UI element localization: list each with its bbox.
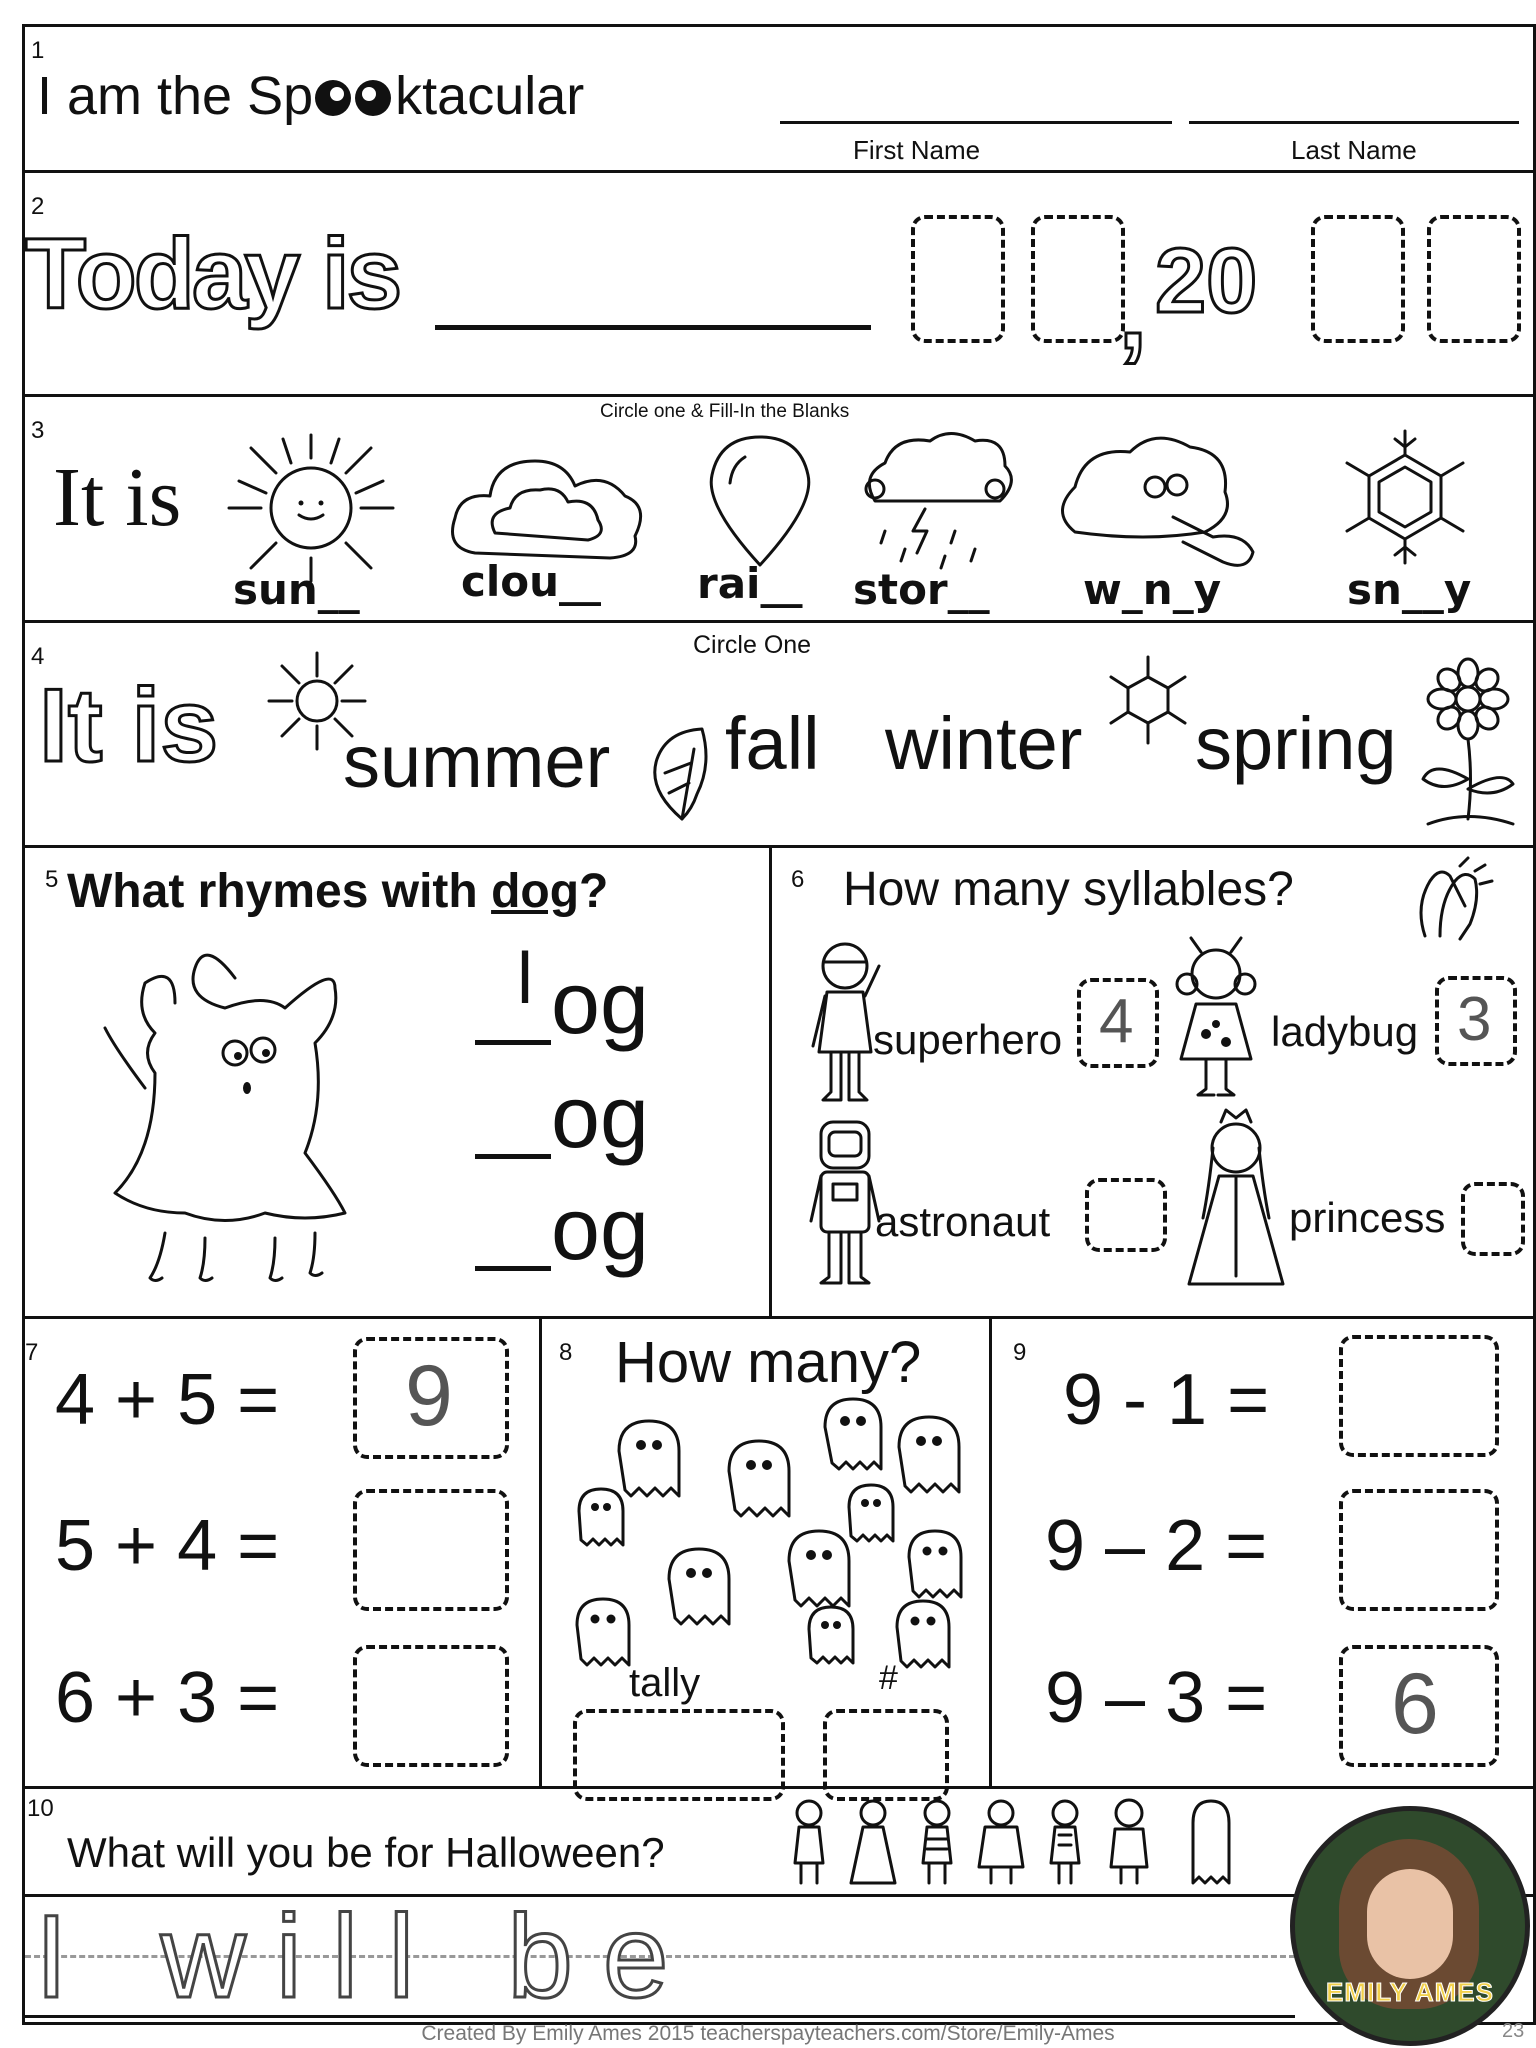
- eyes-icon: [313, 78, 395, 118]
- first-name-line[interactable]: [780, 121, 1172, 124]
- number-box[interactable]: [823, 1709, 949, 1801]
- weather-word-sunny: sun__: [233, 565, 360, 614]
- comma: ,: [1119, 258, 1147, 370]
- subtraction-eq-3: 9 – 3 =: [1045, 1658, 1268, 1738]
- section-row-math: [25, 1319, 1533, 1789]
- raindrop-icon[interactable]: [705, 433, 815, 573]
- ghost-icon: [899, 1417, 959, 1492]
- ghost-icon: [669, 1549, 729, 1624]
- clapping-hands-icon: [1405, 856, 1495, 946]
- ghost-icon: [789, 1531, 849, 1606]
- addition-eq-1: 4 + 5 =: [55, 1360, 280, 1440]
- year-box-2[interactable]: [1427, 215, 1521, 343]
- subtraction-eq-1: 9 - 1 =: [1063, 1360, 1270, 1440]
- syllable-word-ladybug: ladybug: [1271, 1008, 1419, 1055]
- halloween-question: What will you be for Halloween?: [67, 1829, 665, 1876]
- section-number: 2: [31, 193, 45, 220]
- section-number: 7: [25, 1339, 39, 1366]
- section-number: 6: [791, 866, 805, 893]
- addition-eq-3: 6 + 3 =: [55, 1658, 280, 1738]
- season-winter[interactable]: winter: [885, 702, 1083, 785]
- addition-answer-box-2[interactable]: [353, 1489, 509, 1611]
- subtraction-answer-box-1[interactable]: [1339, 1335, 1499, 1457]
- winter-snowflake-icon: [1103, 655, 1193, 745]
- rhyme-blank-2[interactable]: [475, 1154, 551, 1159]
- ghost-icon: [809, 1607, 853, 1663]
- syllable-word-astronaut: astronaut: [875, 1198, 1051, 1245]
- ladybug-girl-icon: [1171, 934, 1261, 1104]
- rhyme-suffix-3: og: [551, 1179, 649, 1278]
- section-row-rhyme-syllables: [25, 848, 1533, 1319]
- season-spring[interactable]: spring: [1195, 702, 1397, 785]
- season-summer[interactable]: summer: [343, 720, 611, 803]
- footer-credit: Created By Emily Ames 2015 teacherspayteachers.com/Store/Emily-Ames: [421, 2022, 1115, 2045]
- number-label: #: [879, 1659, 898, 1697]
- page-number: 23: [1502, 2020, 1525, 2042]
- sun-icon[interactable]: [221, 433, 401, 583]
- storm-cloud-icon[interactable]: [855, 431, 1015, 581]
- weather-word-windy: w_n_y: [1083, 565, 1222, 614]
- section-number: 9: [1013, 1339, 1027, 1366]
- section-date: [25, 173, 1533, 397]
- subtraction-answer-box-2[interactable]: [1339, 1489, 1499, 1611]
- ghosts-group: [559, 1411, 979, 1671]
- syllable-answer-superhero: 4: [1099, 987, 1134, 1056]
- author-badge: [1290, 1806, 1530, 2046]
- princess-icon: [1181, 1104, 1291, 1294]
- syllables-title: How many syllables?: [843, 863, 1294, 916]
- astronaut-icon: [805, 1114, 885, 1294]
- addition-answer-1: 9: [405, 1348, 453, 1444]
- addition-eq-2: 5 + 4 =: [55, 1506, 280, 1586]
- weather-instruction: Circle one & Fill-In the Blanks: [600, 401, 850, 422]
- last-name-line[interactable]: [1189, 121, 1519, 124]
- weather-word-stormy: stor__: [853, 565, 990, 614]
- day-name-line[interactable]: [435, 325, 871, 330]
- section-number: 1: [31, 37, 45, 64]
- weather-word-rainy: rai__: [697, 559, 803, 608]
- rhyme-blank-1[interactable]: [475, 1040, 551, 1045]
- snowflake-icon[interactable]: [1335, 427, 1475, 567]
- ghost-icon: [579, 1489, 623, 1545]
- ghost-icon: [897, 1601, 949, 1667]
- rhyme-suffix-1: og: [551, 953, 649, 1052]
- section-number: 10: [27, 1795, 54, 1822]
- ghost-dog-icon: [85, 938, 395, 1288]
- section-number: 8: [559, 1339, 573, 1366]
- year-box-1[interactable]: [1311, 215, 1405, 343]
- how-many-title: How many?: [615, 1330, 922, 1395]
- author-logo: EMILY AMES: [1326, 1977, 1494, 2007]
- subtraction-eq-2: 9 – 2 =: [1045, 1506, 1268, 1586]
- syllable-answer-ladybug: 3: [1457, 985, 1492, 1054]
- weather-word-cloudy: clou__: [461, 557, 602, 606]
- rhyme-blank-3[interactable]: [475, 1266, 551, 1271]
- divider: [539, 1319, 542, 1789]
- tally-box[interactable]: [573, 1709, 785, 1801]
- rhyme-question: What rhymes with dog?: [67, 865, 609, 918]
- section-season: [25, 623, 1533, 848]
- divider: [769, 848, 772, 1319]
- ghost-icon: [729, 1441, 789, 1516]
- ghost-icon: [619, 1421, 679, 1496]
- month-box-2[interactable]: [1031, 215, 1125, 343]
- section-name: [25, 27, 1533, 173]
- last-name-label: Last Name: [1291, 135, 1417, 165]
- month-box-1[interactable]: [911, 215, 1005, 343]
- ghost-icon: [909, 1531, 961, 1597]
- trace-sentence: I will be: [35, 1891, 699, 2023]
- title-spooktacular: I am the Sp ktacular: [37, 66, 585, 126]
- season-fall[interactable]: fall: [725, 702, 820, 785]
- season-instruction: Circle One: [693, 631, 812, 659]
- fall-leaf-icon: [647, 723, 717, 833]
- section-number: 3: [31, 417, 45, 444]
- first-name-label: First Name: [853, 135, 981, 165]
- ghost-icon: [849, 1485, 893, 1541]
- syllable-word-princess: princess: [1289, 1194, 1446, 1241]
- season-lead: It is: [39, 668, 219, 784]
- syllable-box-astronaut[interactable]: [1085, 1178, 1167, 1252]
- cloud-icon[interactable]: [445, 443, 645, 573]
- addition-answer-box-3[interactable]: [353, 1645, 509, 1767]
- avatar-face: [1367, 1869, 1453, 1979]
- section-number: 4: [31, 643, 45, 670]
- tally-label: tally: [629, 1661, 701, 1705]
- rhyme-answer-letter: l: [517, 939, 533, 1019]
- wind-cloud-icon[interactable]: [1055, 437, 1275, 577]
- section-weather: [25, 397, 1533, 623]
- rhyme-suffix-2: og: [551, 1067, 649, 1166]
- weather-word-snowy: sn__y: [1347, 565, 1472, 614]
- spring-flower-icon: [1413, 659, 1523, 839]
- section-number: 5: [45, 866, 59, 893]
- costume-kids-icons: [789, 1795, 1309, 1891]
- rhyme-target-word: dog: [491, 865, 580, 918]
- ghost-icon: [577, 1599, 629, 1665]
- subtraction-answer-3: 6: [1391, 1656, 1439, 1752]
- year-prefix: 20: [1155, 230, 1258, 332]
- syllable-box-princess[interactable]: [1461, 1182, 1525, 1256]
- today-is-title: Today is: [25, 218, 400, 330]
- divider: [989, 1319, 992, 1789]
- worksheet: [22, 24, 1536, 2025]
- weather-lead: It is: [53, 451, 182, 544]
- ghost-icon: [825, 1399, 881, 1469]
- syllable-word-superhero: superhero: [873, 1016, 1063, 1063]
